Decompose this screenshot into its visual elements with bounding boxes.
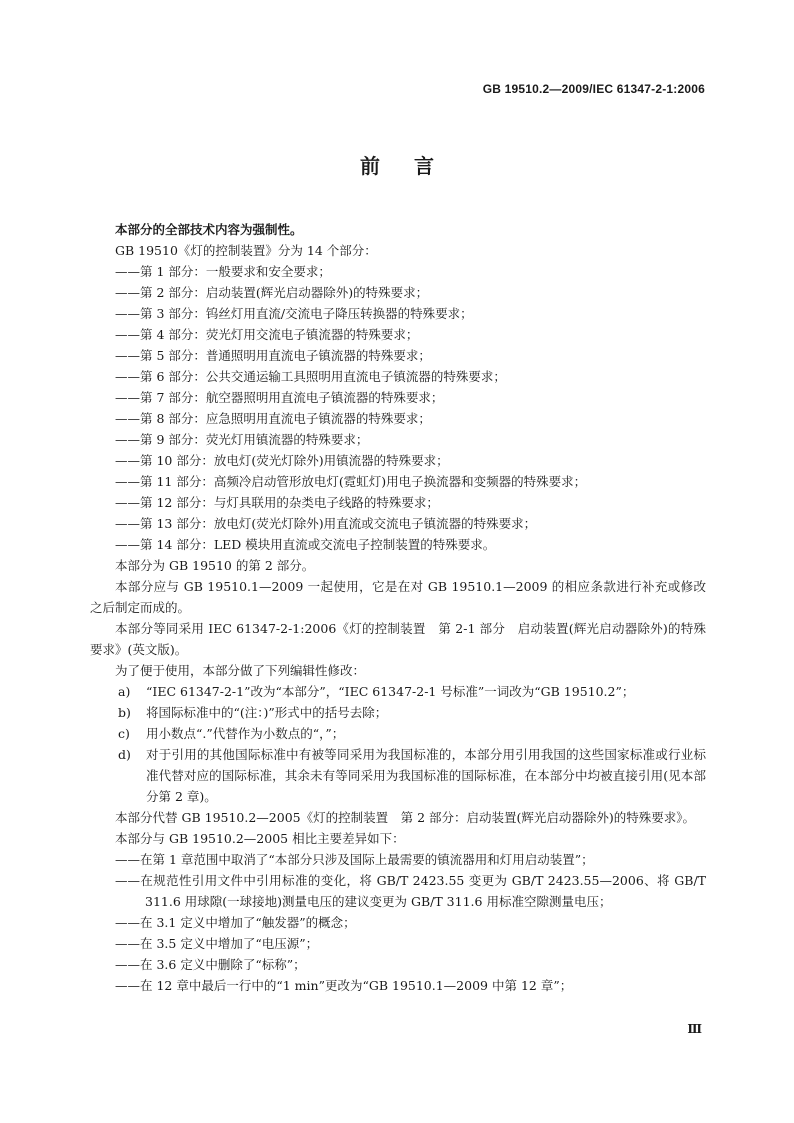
part-list-item: ——第 6 部分：公共交通运输工具照明用直流电子镇流器的特殊要求； xyxy=(115,369,506,384)
edit-marker: b) xyxy=(118,705,131,720)
part-list-item: ——第 1 部分：一般要求和安全要求； xyxy=(115,264,331,279)
edit-text: 将国际标准中的“(注：)”形式中的括号去除； xyxy=(146,705,388,720)
standard-code: GB 19510.2—2009/IEC 61347-2-1:2006 xyxy=(482,82,705,96)
page-number: Ⅲ xyxy=(687,1022,702,1036)
part-list-item: ——第 3 部分：钨丝灯用直流/交流电子降压转换器的特殊要求； xyxy=(115,306,473,321)
part-list-item: ——第 2 部分：启动装置(辉光启动器除外)的特殊要求； xyxy=(115,285,429,300)
series-intro: GB 19510《灯的控制装置》分为 14 个部分： xyxy=(115,243,377,258)
part-list-item: ——第 4 部分：荧光灯用交流电子镇流器的特殊要求； xyxy=(115,327,419,342)
diff-intro-paragraph: 本部分与 GB 19510.2—2005 相比主要差异如下： xyxy=(115,831,405,846)
part-list-item: ——第 10 部分：放电灯(荧光灯除外)用镇流器的特殊要求； xyxy=(115,453,449,468)
part-list-item: ——第 9 部分：荧光灯用镇流器的特殊要求； xyxy=(115,432,369,447)
part-list-item: ——第 14 部分：LED 模块用直流或交流电子控制装置的特殊要求。 xyxy=(115,537,496,552)
part-list-item: ——第 12 部分：与灯具联用的杂类电子线路的特殊要求； xyxy=(115,495,439,510)
part-list-item: ——第 5 部分：普通照明用直流电子镇流器的特殊要求； xyxy=(115,348,431,363)
edit-text: 用小数点“.”代替作为小数点的“，”； xyxy=(146,726,345,741)
edit-marker: d) xyxy=(118,747,131,762)
difference-item: ——在 3.5 定义中增加了“电压源”； xyxy=(115,936,319,951)
edit-marker: c) xyxy=(118,726,130,741)
edit-text: 对于引用的其他国际标准中有被等同采用为我国标准的，本部分用引用我国的这些国家标准或行业标准代替对应的国际标准，其余未有等同采用为我国标准的国际标准，在本部分中均被直接引用(见本部分第 2 章)。 xyxy=(146,747,706,804)
mandatory-statement: 本部分的全部技术内容为强制性。 xyxy=(115,222,303,237)
part-list-item: ——第 13 部分：放电灯(荧光灯除外)用直流或交流电子镇流器的特殊要求； xyxy=(115,516,537,531)
edit-text: “IEC 61347-2-1”改为“本部分”，“IEC 61347-2-1 号标准”一词改为“GB 19510.2”； xyxy=(146,684,635,699)
edit-list-item xyxy=(90,744,706,807)
edit-marker: a) xyxy=(118,684,131,699)
used-with-paragraph: 本部分应与 GB 19510.1—2009 一起使用，它是在对 GB 19510.1—2009 的相应条款进行补充或修改之后制定而成的。 xyxy=(90,579,706,615)
edit-intro-paragraph: 为了便于使用，本部分做了下列编辑性修改： xyxy=(115,663,366,678)
difference-item: ——在第 1 章范围中取消了“本部分只涉及国际上最需要的镇流器用和灯用启动装置”； xyxy=(115,852,594,867)
difference-item: ——在 3.1 定义中增加了“触发器”的概念； xyxy=(115,915,356,930)
difference-item: ——在规范性引用文件中引用标准的变化，将 GB/T 2423.55 变更为 GB/T 2423.55—2006、将 GB/T 311.6 用球隙(一球接地)测量电压的建议变更为 GB/T 311.6 用标准空隙测量电压； xyxy=(115,873,706,909)
edit-list-item xyxy=(90,681,706,702)
replaces-paragraph: 本部分代替 GB 19510.2—2005《灯的控制装置 第 2 部分：启动装置(辉光启动器除外)的特殊要求》。 xyxy=(115,810,696,825)
part-list-item: ——第 7 部分：航空器照明用直流电子镇流器的特殊要求； xyxy=(115,390,444,405)
part-list-item: ——第 11 部分：高频冷启动管形放电灯(霓虹灯)用电子换流器和变频器的特殊要求； xyxy=(115,474,587,489)
edit-list-item xyxy=(90,702,706,723)
preface-content xyxy=(90,219,706,996)
difference-item: ——在 3.6 定义中删除了“标称”； xyxy=(115,957,306,972)
this-part-paragraph: 本部分为 GB 19510 的第 2 部分。 xyxy=(115,558,315,573)
page-title: 前言 xyxy=(360,154,468,178)
edit-list-item xyxy=(90,723,706,744)
difference-item: ——在 12 章中最后一行中的“1 min”更改为“GB 19510.1—2009 中第 12 章”； xyxy=(115,978,573,993)
equivalent-paragraph: 本部分等同采用 IEC 61347-2-1:2006《灯的控制装置 第 2-1 部分 启动装置(辉光启动器除外)的特殊要求》(英文版)。 xyxy=(90,621,706,657)
part-list-item: ——第 8 部分：应急照明用直流电子镇流器的特殊要求； xyxy=(115,411,431,426)
